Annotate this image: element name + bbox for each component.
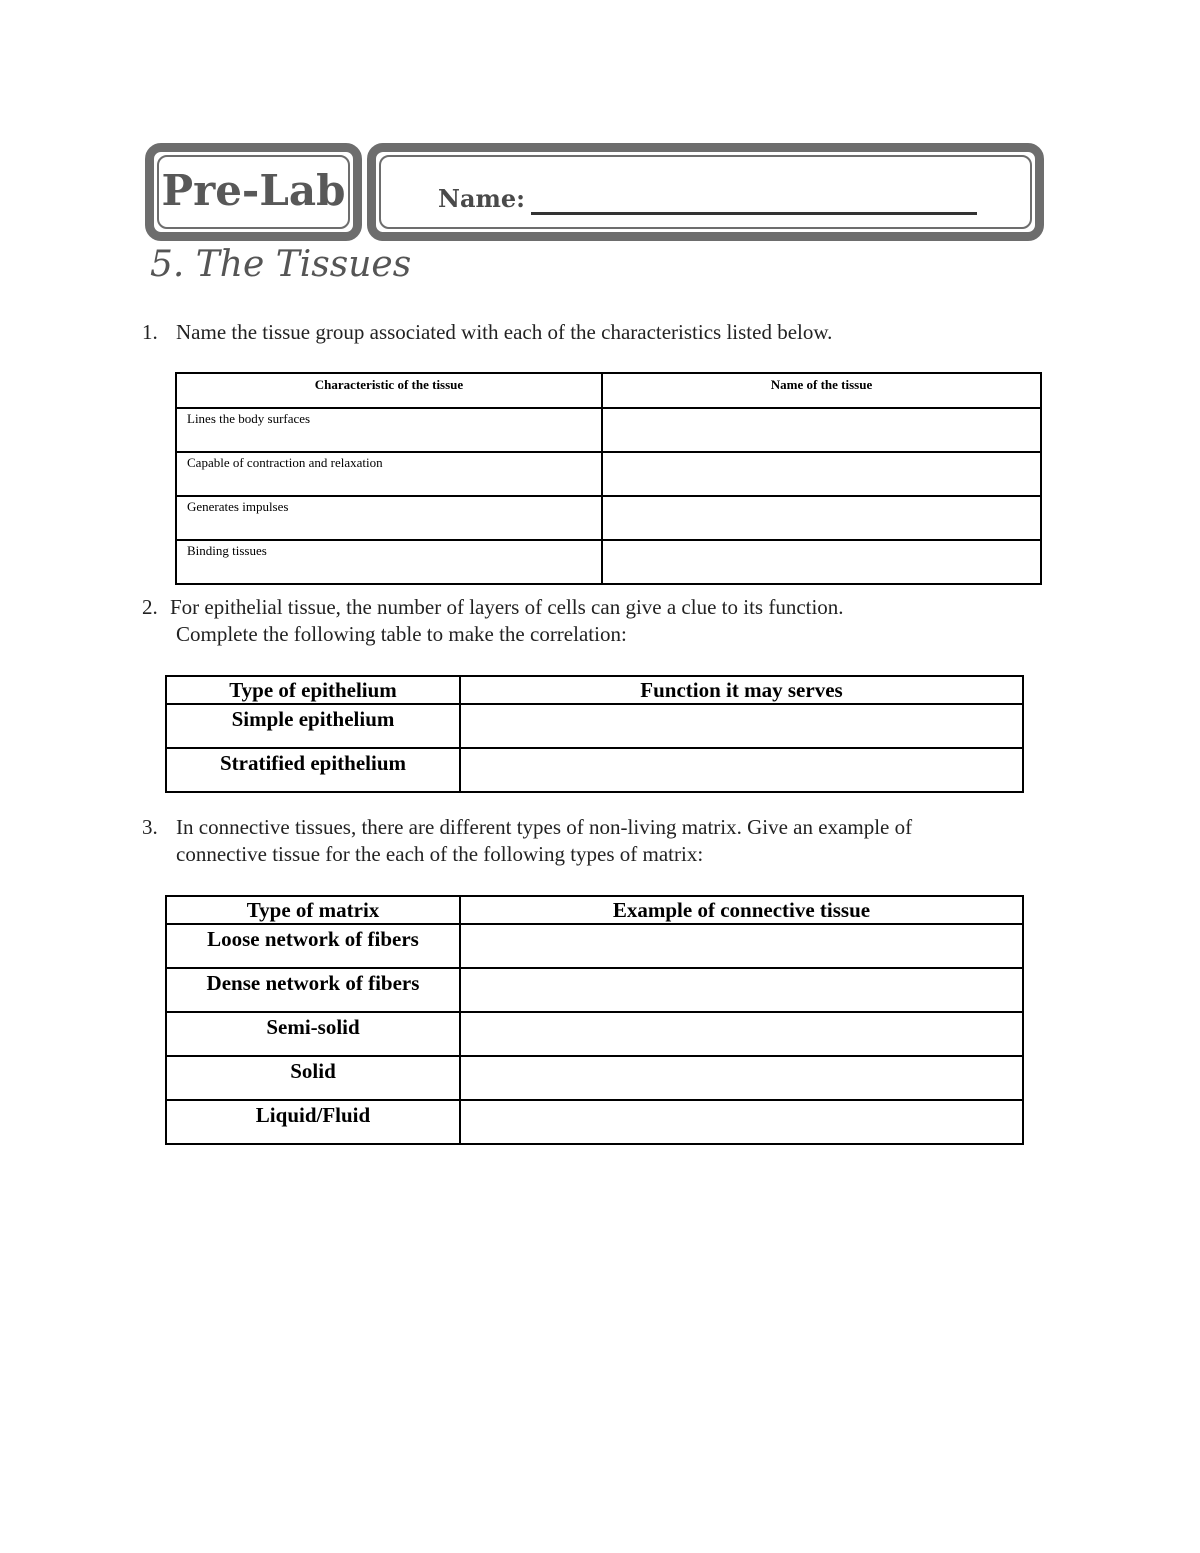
name-field[interactable] [531, 212, 977, 215]
table-header-row [176, 373, 1041, 408]
question-number: 3. [142, 815, 158, 839]
row-label: Lines the body surfaces [176, 408, 602, 452]
question-number: 2. [142, 595, 158, 619]
row-label: Stratified epithelium [166, 748, 460, 792]
section-title: 5. The Tissues [150, 244, 412, 285]
name-label: Name: [438, 184, 526, 213]
name-box [367, 143, 1044, 241]
table-row [166, 704, 1023, 748]
table-row [166, 924, 1023, 968]
question-text-line-2: connective tissue for the each of the following types of matrix: [176, 842, 704, 866]
column-header: Type of epithelium [166, 676, 460, 704]
question-text-line-2: Complete the following table to make the correlation: [176, 622, 627, 646]
prelab-box [145, 143, 362, 241]
column-header: Type of matrix [166, 896, 460, 924]
row-label: Semi-solid [166, 1012, 460, 1056]
answer-cell[interactable] [460, 1100, 1023, 1144]
question-number: 1. [142, 320, 158, 344]
table-header-row [166, 676, 1023, 704]
answer-cell[interactable] [602, 496, 1041, 540]
answer-cell[interactable] [602, 540, 1041, 584]
row-label: Capable of contraction and relaxation [176, 452, 602, 496]
prelab-label: Pre-Lab [161, 166, 346, 215]
question-text-line-1: For epithelial tissue, the number of layers of cells can give a clue to its function. [170, 595, 844, 619]
table-row [166, 1100, 1023, 1144]
answer-cell[interactable] [460, 924, 1023, 968]
epithelium-table [165, 675, 1024, 793]
matrix-table [165, 895, 1024, 1145]
row-label: Solid [166, 1056, 460, 1100]
column-header: Example of connective tissue [460, 896, 1023, 924]
answer-cell[interactable] [460, 1012, 1023, 1056]
table-row [166, 1056, 1023, 1100]
column-header: Characteristic of the tissue [176, 373, 602, 408]
row-label: Generates impulses [176, 496, 602, 540]
table-row [176, 540, 1041, 584]
row-label: Dense network of fibers [166, 968, 460, 1012]
tissue-characteristics-table [175, 372, 1042, 585]
table-row [176, 408, 1041, 452]
answer-cell[interactable] [460, 748, 1023, 792]
answer-cell[interactable] [602, 408, 1041, 452]
answer-cell[interactable] [602, 452, 1041, 496]
answer-cell[interactable] [460, 704, 1023, 748]
row-label: Simple epithelium [166, 704, 460, 748]
table-header-row [166, 896, 1023, 924]
row-label: Binding tissues [176, 540, 602, 584]
table-row [166, 968, 1023, 1012]
row-label: Liquid/Fluid [166, 1100, 460, 1144]
table-row [176, 452, 1041, 496]
column-header: Function it may serves [460, 676, 1023, 704]
column-header: Name of the tissue [602, 373, 1041, 408]
table-row [176, 496, 1041, 540]
answer-cell[interactable] [460, 968, 1023, 1012]
question-text-line-1: In connective tissues, there are different types of non-living matrix. Give an example of [176, 815, 913, 839]
table-row [166, 748, 1023, 792]
row-label: Loose network of fibers [166, 924, 460, 968]
table-row [166, 1012, 1023, 1056]
answer-cell[interactable] [460, 1056, 1023, 1100]
question-text: Name the tissue group associated with each of the characteristics listed below. [176, 320, 833, 344]
